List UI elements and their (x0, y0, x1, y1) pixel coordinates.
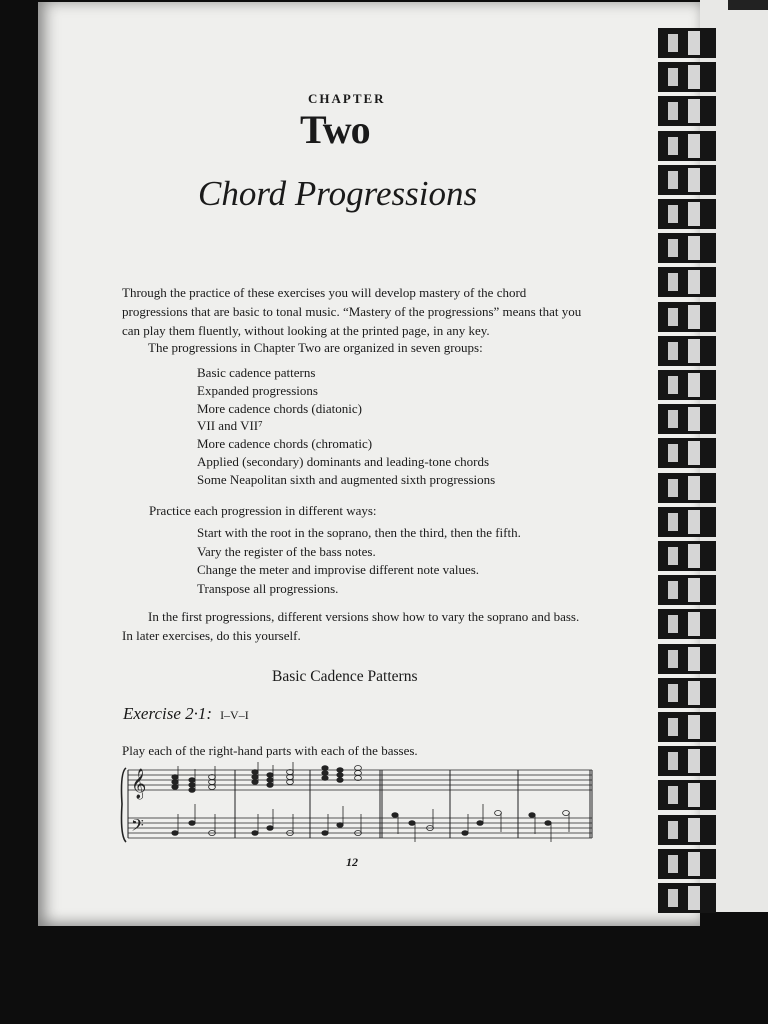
binding-ring (658, 370, 716, 400)
list-item: Transpose all progressions. (197, 580, 339, 596)
binding-ring (658, 131, 716, 161)
binding-ring (658, 473, 716, 503)
list-item: VII and VII⁷ (197, 418, 263, 434)
binding-ring (658, 404, 716, 434)
list-item: Change the meter and improvise different note values. (197, 562, 480, 577)
binding-ring (658, 746, 716, 776)
binding-ring (658, 62, 716, 92)
bass-clef-icon: 𝄢 (131, 815, 144, 839)
list-item: More cadence chords (chromatic) (197, 436, 373, 452)
list-item: Applied (secondary) dominants and leading-tone chords (197, 453, 490, 469)
list-item: More cadence chords (diatonic) (197, 400, 362, 416)
page-number: 12 (346, 855, 358, 869)
list-item: Some Neapolitan sixth and augmented sixth progressions (197, 471, 496, 487)
binding-ring (658, 507, 716, 537)
treble-clef-icon: 𝄞 (131, 769, 147, 799)
binding-ring (658, 165, 716, 195)
music-score (120, 762, 600, 848)
exercise-heading (123, 704, 249, 724)
binding-ring (658, 438, 716, 468)
background-corner (728, 0, 768, 10)
binding-ring (658, 815, 716, 845)
binding-ring (658, 575, 716, 605)
exercise-instruction: Play each of the right-hand parts with each of the basses. (122, 743, 418, 758)
binding-ring (658, 267, 716, 297)
chapter-number: Two (300, 107, 370, 152)
binding-ring (658, 712, 716, 742)
binding-ring (658, 780, 716, 810)
versions-note: In the first progressions, different versions show how to vary the soprano and bass. In later exercises, do this yourself. (122, 609, 580, 643)
list-item: Expanded progressions (197, 382, 318, 398)
treble-notes (172, 762, 362, 792)
chapter-label: CHAPTER (308, 91, 386, 106)
binding-ring (658, 302, 716, 332)
binding-ring (658, 883, 716, 913)
binding-ring (658, 678, 716, 708)
exercise-progression: I–V–I (220, 708, 249, 722)
spiral-binding (652, 0, 722, 920)
binding-ring (658, 28, 716, 58)
groups-intro: The progressions in Chapter Two are organized in seven groups: (148, 340, 483, 355)
binding-ring (658, 96, 716, 126)
practice-intro: Practice each progression in different ways: (149, 503, 377, 518)
list-item: Basic cadence patterns (197, 365, 316, 380)
exercise-title: Exercise 2·1: (123, 704, 213, 723)
binding-ring (658, 199, 716, 229)
practice-ways-list (197, 524, 521, 598)
binding-ring (658, 336, 716, 366)
list-item: Vary the register of the bass notes. (197, 543, 376, 559)
binding-ring (658, 644, 716, 674)
binding-ring (658, 609, 716, 639)
intro-paragraph: Through the practice of these exercises you will develop mastery of the chord progressions that are basic to tonal music. “Mastery of the progressions” means that you can play them fluently, without looking at the printed page, in any key. (122, 285, 582, 338)
section-heading: Basic Cadence Patterns (272, 668, 418, 685)
binding-ring (658, 849, 716, 879)
groups-list (197, 364, 495, 489)
binding-ring (658, 233, 716, 263)
binding-ring (658, 541, 716, 571)
grand-staff-brace (122, 768, 127, 842)
chapter-title: Chord Progressions (198, 174, 478, 213)
list-item: Start with the root in the soprano, then the third, then the fifth. (197, 525, 521, 540)
